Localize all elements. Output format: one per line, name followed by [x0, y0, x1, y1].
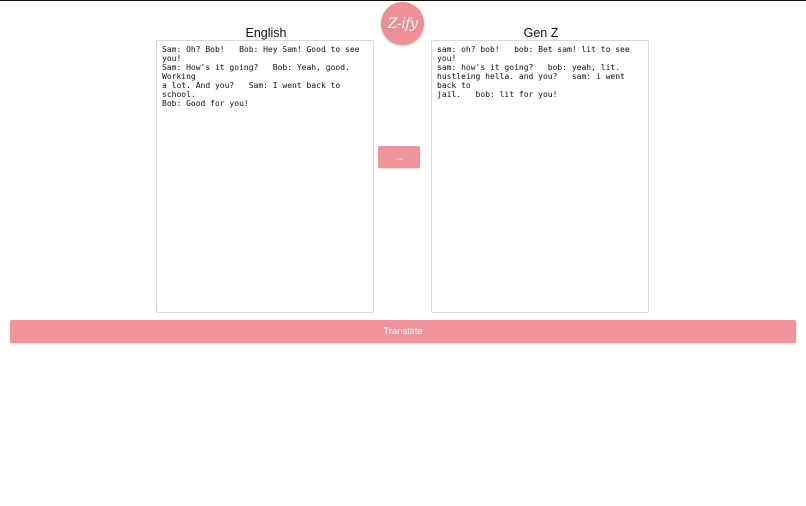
translate-button-label: Translate	[383, 326, 423, 337]
logo-text: Z-ify	[387, 15, 418, 32]
english-pane-title: English	[245, 26, 287, 40]
right-arrow-icon: →	[393, 150, 405, 164]
genz-output-textarea[interactable]	[431, 40, 649, 313]
genz-pane-title: Gen Z	[523, 26, 559, 40]
app-logo	[381, 2, 424, 45]
translate-button[interactable]	[10, 320, 796, 343]
window-top-border	[0, 0, 806, 1]
english-input-textarea[interactable]	[156, 40, 374, 313]
swap-direction-button[interactable]	[378, 146, 420, 168]
